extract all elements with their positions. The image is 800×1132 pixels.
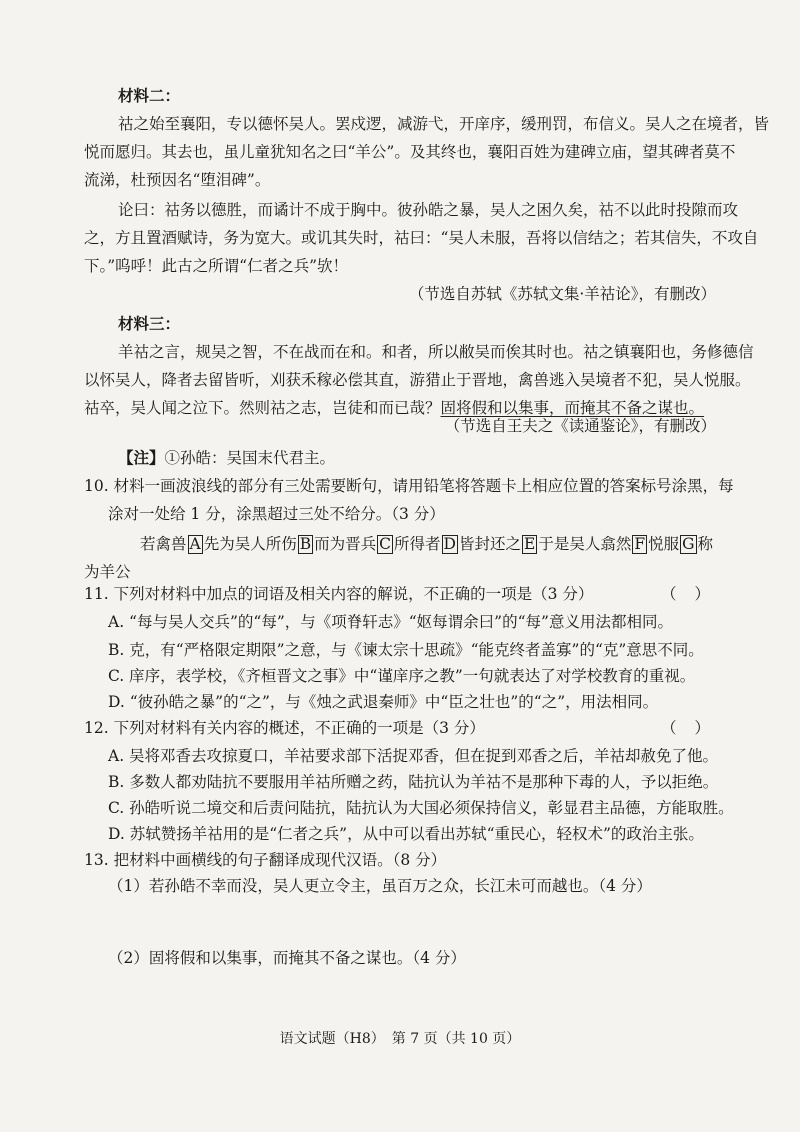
q10-seg-4: 所得者 — [394, 535, 441, 553]
q10-option-e[interactable]: E — [523, 535, 536, 553]
material2-source: （节选自苏轼《苏轼文集·羊祜论》，有删改） — [408, 285, 716, 303]
q13-sentence-1: （1）若孙皓不幸而没，吴人更立令主，虽百万之众，长江未可而越也。（4 分） — [108, 877, 652, 895]
material3-source: （节选自王夫之《读通鉴论》，有删改） — [444, 417, 716, 435]
q12-option-a: A. 吴将邓香去攻掠夏口，羊祜要求部下活捉邓香，但在捉到邓香之后，羊祜却赦免了他。 — [108, 747, 719, 765]
q10-seg-1: 若禽兽 — [140, 535, 187, 553]
note — [118, 448, 335, 468]
q11-option-d: D. “彼孙皓之暴”的“之”，与《烛之武退秦师》中“臣之壮也”的“之”，用法相同。 — [108, 693, 659, 711]
q10-option-d[interactable]: D — [443, 535, 456, 553]
q12-stem: 12. 下列对材料有关内容的概述，不正确的一项是（3 分） — [84, 719, 485, 737]
q12-option-c: C. 孙皓听说二境交和后责问陆抗，陆抗认为大国必须保持信义，彰显君主品德，方能取胜。 — [108, 799, 734, 817]
material3-line3-text: 祜卒，吴人闻之泣下。然则祜之志，岂徒和而已哉？ — [84, 399, 441, 417]
q10-option-b[interactable]: B — [299, 535, 312, 553]
q11-stem: 11. 下列对材料中加点的词语及相关内容的解说，不正确的一项是（3 分） — [84, 585, 594, 603]
material2-p1-line2: 悦而愿归。其去也，虽儿童犹知名之曰“羊公”。及其终也，襄阳百姓为建碑立庙，望其碑者莫不 — [84, 143, 736, 161]
material3-heading: 材料三： — [118, 314, 181, 333]
q10-option-f[interactable]: F — [634, 535, 646, 553]
material3-line1: 羊祜之言，规吴之智，不在战而在和。和者，所以敝吴而俟其时也。祜之镇襄阳也，务修德信 — [118, 343, 754, 361]
q10-seg-8: 称 — [697, 535, 714, 553]
underlined-sentence: 固将假和以集事，而掩其不备之谋也。 — [440, 399, 705, 417]
material2-heading: 材料二： — [118, 86, 181, 105]
material2-p2-line3: 下。”呜呼！此古之所谓“仁者之兵”欤！ — [84, 257, 349, 275]
q11-option-a: A. “每与吴人交兵”的“每”，与《项脊轩志》“妪每谓余曰”的“每”意义用法都相同。 — [108, 613, 673, 631]
q10-option-c[interactable]: C — [379, 535, 392, 553]
q12-option-d: D. 苏轼赞扬羊祜用的是“仁者之兵”，从中可以看出苏轼“重民心，轻权术”的政治主张。 — [108, 825, 704, 843]
q10-seg-5: 皆封还之 — [458, 535, 521, 553]
material2-p1-line1: 祜之始至襄阳，专以德怀吴人。罢戍逻，减游弋，开庠序，缓刑罚，布信义。吴人之在境者，皆 — [118, 115, 770, 133]
material3-line3 — [84, 398, 704, 418]
q10-stem-line2: 涂对一处给 1 分，涂黑超过三处不给分。（3 分） — [108, 505, 445, 523]
material2-p2-line1: 论曰：祜务以德胜，而谲计不成于胸中。彼孙皓之暴，吴人之困久矣，祜不以此时投隙而攻 — [118, 201, 739, 219]
note-label: 【注】 — [118, 448, 165, 467]
material3-line2: 以怀吴人，降者去留皆听，刈获禾稼必偿其直，游猎止于晋地，禽兽逃入吴境者不犯，吴人悦服。 — [84, 371, 751, 389]
q10-seg-7: 悦服 — [648, 535, 680, 553]
q12-option-b: B. 多数人都劝陆抗不要服用羊祜所赠之药，陆抗认为羊祜不是那种下毒的人，予以拒绝。 — [108, 773, 719, 791]
q10-option-a[interactable]: A — [189, 535, 201, 553]
q13-sentence-2: （2）固将假和以集事，而掩其不备之谋也。（4 分） — [108, 949, 466, 967]
q11-option-c: C. 庠序，表学校，《齐桓晋文之事》中“谨庠序之教”一句就表达了对学校教育的重视。 — [108, 667, 696, 685]
q10-sentence — [140, 534, 713, 554]
q10-sentence-tail: 为羊公 — [84, 563, 131, 581]
page-footer: 语文试题（H8） 第 7 页（共 10 页） — [279, 1031, 521, 1047]
q11-option-b: B. 克，有“严格限定期限”之意，与《谏太宗十思疏》“能克终者盖寡”的“克”意思不同。 — [108, 641, 704, 659]
note-text: ①孙皓：吴国末代君主。 — [164, 449, 336, 467]
q10-stem-line1: 10. 材料一画波浪线的部分有三处需要断句，请用铅笔将答题卡上相应位置的答案标号涂黑，每 — [84, 477, 734, 495]
q11-answer-paren[interactable]: （） — [660, 585, 728, 603]
q10-seg-6: 于是吴人翕然 — [538, 535, 632, 553]
material2-p2-line2: 之，方且置酒赋诗，务为宽大。或讥其失时，祜曰：“吴人未服，吾将以信结之；若其信失，不攻自 — [84, 229, 759, 247]
material2-p1-line3: 流涕，杜预因名“堕泪碑”。 — [84, 171, 271, 189]
q10-seg-2: 先为吴人所伤 — [203, 535, 297, 553]
q10-option-g[interactable]: G — [682, 535, 695, 553]
q12-answer-paren[interactable]: （） — [660, 719, 728, 737]
q13-stem: 13. 把材料中画横线的句子翻译成现代汉语。（8 分） — [84, 851, 447, 869]
q10-seg-3: 而为晋兵 — [314, 535, 377, 553]
